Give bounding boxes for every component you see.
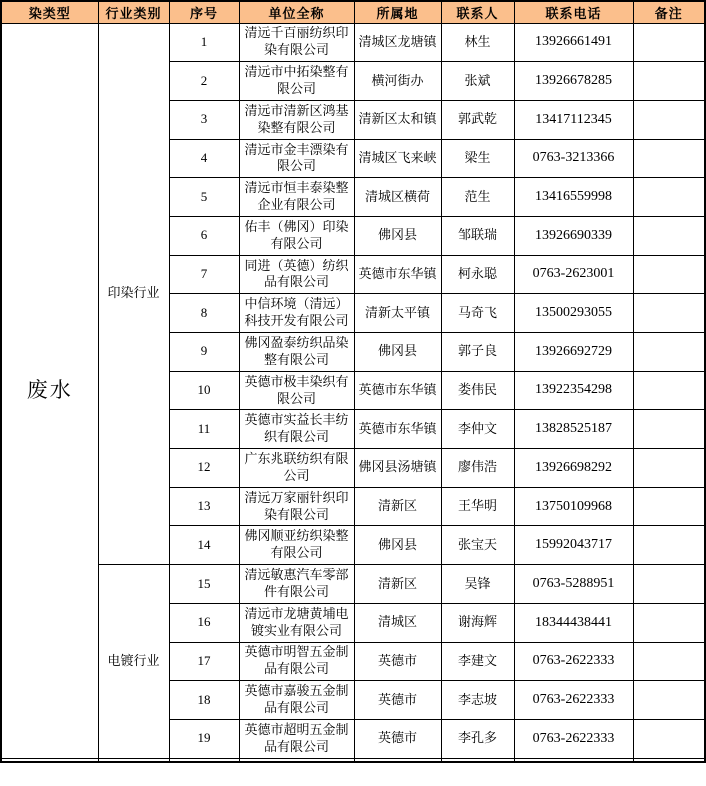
area-cell: 佛冈县: [354, 333, 441, 372]
table-header: [1, 1, 705, 23]
row-number-cell: 19: [169, 719, 239, 758]
phone-cell: 13922354298: [514, 371, 633, 410]
row-number-cell: 14: [169, 526, 239, 565]
company-name-cell: 佛冈盈泰纺织品染整有限公司: [239, 333, 354, 372]
note-cell: [633, 255, 705, 294]
contact-cell: 吴锋: [441, 565, 514, 604]
row-number-cell: 5: [169, 178, 239, 217]
row-number-cell: 15: [169, 565, 239, 604]
row-number-cell: 16: [169, 603, 239, 642]
area-cell: 佛冈县: [354, 216, 441, 255]
company-name-cell: 清远市中拓染整有限公司: [239, 62, 354, 101]
contact-cell: 林生: [441, 23, 514, 62]
area-cell: 清新太平镇: [354, 294, 441, 333]
note-cell: [633, 139, 705, 178]
company-name-cell: 清远市恒丰泰染整企业有限公司: [239, 178, 354, 217]
empty-cell: [633, 758, 705, 762]
row-number-cell: 13: [169, 487, 239, 526]
contact-cell: 梁生: [441, 139, 514, 178]
contact-cell: 娄伟民: [441, 371, 514, 410]
phone-cell: 13500293055: [514, 294, 633, 333]
note-cell: [633, 410, 705, 449]
row-number-cell: 12: [169, 449, 239, 488]
row-number-cell: 6: [169, 216, 239, 255]
column-header-6: 联系电话: [514, 1, 633, 23]
contact-cell: 张斌: [441, 62, 514, 101]
phone-cell: 13416559998: [514, 178, 633, 217]
note-cell: [633, 371, 705, 410]
company-name-cell: 英德市嘉骏五金制品有限公司: [239, 681, 354, 720]
row-number-cell: 3: [169, 100, 239, 139]
row-number-cell: 4: [169, 139, 239, 178]
column-header-7: 备注: [633, 1, 705, 23]
table-row: [1, 565, 705, 604]
header-row: [1, 1, 705, 23]
phone-cell: 0763-2622333: [514, 681, 633, 720]
contact-cell: 王华明: [441, 487, 514, 526]
column-header-5: 联系人: [441, 1, 514, 23]
empty-cell: [1, 758, 98, 762]
area-cell: 佛冈县: [354, 526, 441, 565]
column-header-4: 所属地: [354, 1, 441, 23]
contact-cell: 柯永聪: [441, 255, 514, 294]
phone-cell: 0763-2622333: [514, 719, 633, 758]
note-cell: [633, 565, 705, 604]
area-cell: 英德市东华镇: [354, 410, 441, 449]
area-cell: 清城区: [354, 603, 441, 642]
empty-cell: [441, 758, 514, 762]
area-cell: 清新区: [354, 487, 441, 526]
row-number-cell: 17: [169, 642, 239, 681]
area-cell: 英德市东华镇: [354, 255, 441, 294]
phone-cell: 0763-2622333: [514, 642, 633, 681]
note-cell: [633, 642, 705, 681]
column-header-2: 序号: [169, 1, 239, 23]
contact-cell: 李仲文: [441, 410, 514, 449]
row-number-cell: 18: [169, 681, 239, 720]
contact-cell: 马奇飞: [441, 294, 514, 333]
company-name-cell: 佛冈顺亚纺织染整有限公司: [239, 526, 354, 565]
column-header-0: 染类型: [1, 1, 98, 23]
row-number-cell: 1: [169, 23, 239, 62]
industry-cell-electroplating: 电镀行业: [98, 565, 169, 758]
area-cell: 清城区横荷: [354, 178, 441, 217]
area-cell: 清城区龙塘镇: [354, 23, 441, 62]
column-header-1: 行业类别: [98, 1, 169, 23]
phone-cell: 15992043717: [514, 526, 633, 565]
partial-row: [1, 758, 705, 762]
contact-cell: 张宝天: [441, 526, 514, 565]
row-number-cell: 9: [169, 333, 239, 372]
company-name-cell: 清远千百丽纺织印染有限公司: [239, 23, 354, 62]
empty-cell: [239, 758, 354, 762]
contact-cell: 邹联瑞: [441, 216, 514, 255]
phone-cell: 13417112345: [514, 100, 633, 139]
area-cell: 英德市: [354, 642, 441, 681]
note-cell: [633, 603, 705, 642]
empty-cell: [169, 758, 239, 762]
phone-cell: 13926661491: [514, 23, 633, 62]
phone-cell: 0763-3213366: [514, 139, 633, 178]
area-cell: 英德市: [354, 681, 441, 720]
area-cell: 清新区太和镇: [354, 100, 441, 139]
note-cell: [633, 333, 705, 372]
phone-cell: 13926690339: [514, 216, 633, 255]
phone-cell: 13750109968: [514, 487, 633, 526]
company-name-cell: 广东兆联纺织有限公司: [239, 449, 354, 488]
company-name-cell: 中信环境（清远）科技开发有限公司: [239, 294, 354, 333]
note-cell: [633, 178, 705, 217]
contact-cell: 范生: [441, 178, 514, 217]
note-cell: [633, 23, 705, 62]
empty-cell: [514, 758, 633, 762]
note-cell: [633, 62, 705, 101]
contact-cell: 谢海辉: [441, 603, 514, 642]
dye-type-cell: 废水: [1, 23, 98, 758]
column-header-3: 单位全称: [239, 1, 354, 23]
table-row: [1, 23, 705, 62]
company-name-cell: 英德市明智五金制品有限公司: [239, 642, 354, 681]
area-cell: 清新区: [354, 565, 441, 604]
phone-cell: 13926678285: [514, 62, 633, 101]
contact-cell: 李孔多: [441, 719, 514, 758]
area-cell: 清城区飞来峡: [354, 139, 441, 178]
note-cell: [633, 100, 705, 139]
row-number-cell: 8: [169, 294, 239, 333]
company-name-cell: 英德市实益长丰纺织有限公司: [239, 410, 354, 449]
contact-cell: 郭子良: [441, 333, 514, 372]
phone-cell: 0763-5288951: [514, 565, 633, 604]
contact-cell: 郭武乾: [441, 100, 514, 139]
note-cell: [633, 216, 705, 255]
company-name-cell: 清远市清新区鸿基染整有限公司: [239, 100, 354, 139]
phone-cell: 13926698292: [514, 449, 633, 488]
note-cell: [633, 487, 705, 526]
empty-cell: [98, 758, 169, 762]
area-cell: 英德市东华镇: [354, 371, 441, 410]
note-cell: [633, 719, 705, 758]
phone-cell: 18344438441: [514, 603, 633, 642]
row-number-cell: 7: [169, 255, 239, 294]
area-cell: 横河街办: [354, 62, 441, 101]
phone-cell: 0763-2623001: [514, 255, 633, 294]
company-name-cell: 英德市极丰染织有限公司: [239, 371, 354, 410]
contact-cell: 廖伟浩: [441, 449, 514, 488]
row-number-cell: 2: [169, 62, 239, 101]
phone-cell: 13828525187: [514, 410, 633, 449]
area-cell: 英德市: [354, 719, 441, 758]
row-number-cell: 10: [169, 371, 239, 410]
company-name-cell: 清远市龙塘黄埔电镀实业有限公司: [239, 603, 354, 642]
company-name-cell: 同进（英德）纺织品有限公司: [239, 255, 354, 294]
company-name-cell: 佑丰（佛冈）印染有限公司: [239, 216, 354, 255]
company-name-cell: 英德市超明五金制品有限公司: [239, 719, 354, 758]
row-number-cell: 11: [169, 410, 239, 449]
note-cell: [633, 526, 705, 565]
area-cell: 佛冈县汤塘镇: [354, 449, 441, 488]
company-name-cell: 清远市金丰漂染有限公司: [239, 139, 354, 178]
company-name-cell: 清远万家丽针织印染有限公司: [239, 487, 354, 526]
empty-cell: [354, 758, 441, 762]
contact-cell: 李志坡: [441, 681, 514, 720]
table-body: [1, 23, 705, 762]
note-cell: [633, 449, 705, 488]
phone-cell: 13926692729: [514, 333, 633, 372]
contact-cell: 李建文: [441, 642, 514, 681]
industry-cell-dyeing: 印染行业: [98, 23, 169, 565]
note-cell: [633, 294, 705, 333]
note-cell: [633, 681, 705, 720]
company-name-cell: 清远敏惠汽车零部件有限公司: [239, 565, 354, 604]
